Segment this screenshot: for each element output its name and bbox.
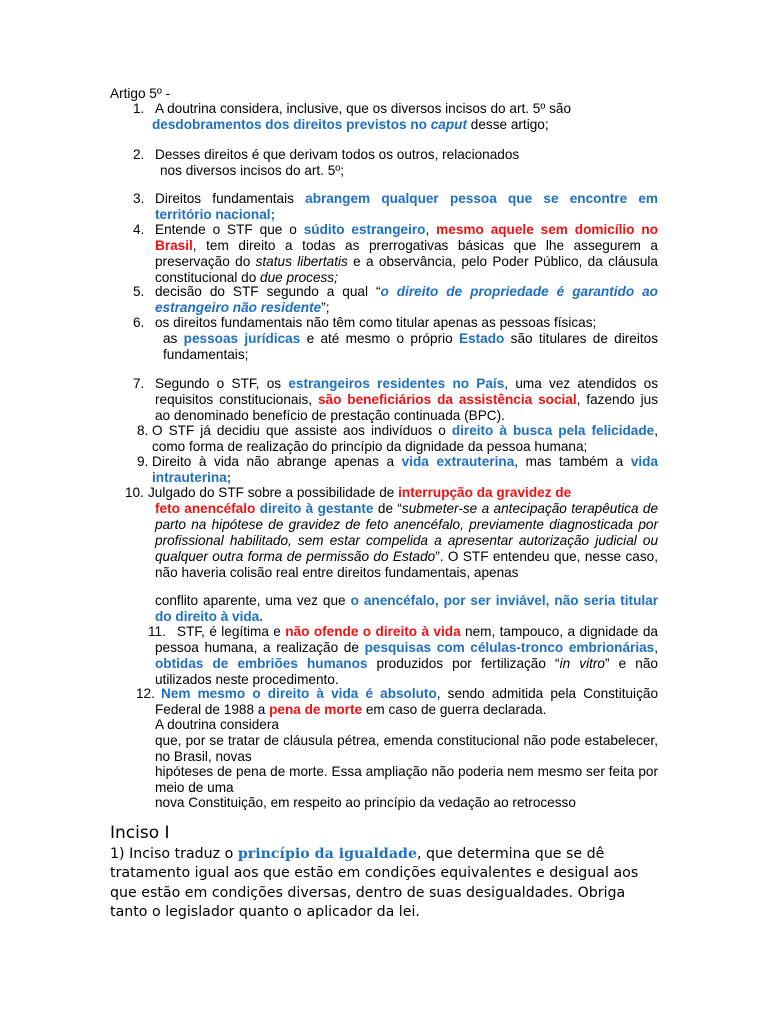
item-number: 7. (133, 376, 145, 391)
item-number: 6. (133, 315, 145, 330)
item-number: 3. (133, 191, 145, 206)
list-item-10-cont2: conflito aparente, uma vez que o anencéfalo, por ser inviável, não seria titular do direito à vida. (155, 593, 658, 624)
highlight-term: princípio da igualdade (237, 846, 417, 862)
list-item-1: A doutrina considera, inclusive, que os diversos incisos do art. 5º são (155, 101, 572, 116)
item-number: 1. (133, 101, 145, 116)
list-item-3: Direitos fundamentais abrangem qualquer pessoa que se encontre em território nacional; (155, 191, 658, 222)
item-number: 11. (148, 624, 166, 639)
list-item-12-cont1: A doutrina considera (155, 717, 279, 732)
item-number: 5. (133, 284, 145, 299)
item-number: 2. (133, 147, 145, 162)
list-item-10-cont: feto anencéfalo direito à gestante de “submeter-se a antecipação terapêutica de parto na hipótese de gravidez de feto anencéfalo, previamente diagnosticada por profissional habilitado, sem estar compelida a apresentar autorização judicial ou qualquer outra forma de permissão do Estado”. O STF entendeu que, nesse caso, não haveria colisão real entre direitos fundamentais, apenas (155, 501, 659, 580)
list-item-7: Segundo o STF, os estrangeiros residentes no País, uma vez atendidos os requisitos constitucionais, são beneficiários da assistência social, fazendo jus ao denominado benefício de prestação continuada (BPC). (155, 376, 659, 423)
item-number: 10. (125, 485, 144, 500)
list-item-10: Julgado do STF sobre a possibilidade de interrupção da gravidez de (148, 485, 572, 500)
list-item-2-cont: nos diversos incisos do art. 5º; (160, 163, 345, 178)
item-number: 9. (137, 454, 149, 469)
list-item-1-cont: desdobramentos dos direitos previstos no caput desse artigo; (152, 117, 549, 132)
list-item-12-cont3: hipóteses de pena de morte. Essa ampliação não poderia nem mesmo ser feita por meio de uma (155, 764, 658, 795)
list-item-9: Direito à vida não abrange apenas a vida extrauterina, mas também a vida intrauterina; (152, 454, 659, 485)
article-heading: Artigo 5º - (110, 86, 171, 101)
item-number: 8. (137, 423, 149, 438)
section-title: Inciso I (110, 823, 170, 843)
list-item-11: STF, é legítima e não ofende o direito à vida nem, tampouco, a dignidade da pessoa humana, a realização de pesquisas com células-tronco embrionárias, obtidas de embriões humanos produzidos por fertilização “in vitro” e não utilizados neste procedimento. (155, 624, 658, 687)
item-number: 4. (133, 222, 145, 237)
list-item-5: decisão do STF segundo a qual “o direito de propriedade é garantido ao estrangeiro não residente”; (155, 284, 658, 315)
section-paragraph: 1) Inciso traduz o princípio da igualdade, que determina que se dê tratamento igual aos que estão em condições equivalentes e desigual aos que estão em condições diversas, dentro de suas desigualdades. Obriga tanto o legislador quanto o aplicador da lei. (110, 846, 639, 920)
item-number: 12. (136, 686, 155, 701)
list-item-8: O STF já decidiu que assiste aos indivíduos o direito à busca pela felicidade, como forma de realização do princípio da dignidade da pessoa humana; (152, 423, 659, 454)
list-item-12: Nem mesmo o direito à vida é absoluto, sendo admitida pela Constituição Federal de 1988 a pena de morte em caso de guerra declarada. (155, 686, 658, 717)
list-item-12-cont2: que, por se tratar de cláusula pétrea, emenda constitucional não pode estabelecer, no Brasil, novas (155, 733, 658, 764)
list-item-2: Desses direitos é que derivam todos os outros, relacionados (155, 147, 520, 162)
list-item-6-cont: as pessoas jurídicas e até mesmo o próprio Estado são titulares de direitos fundamentais; (163, 331, 659, 362)
list-item-6: os direitos fundamentais não têm como titular apenas as pessoas físicas; (155, 315, 597, 330)
list-item-4: Entende o STF que o súdito estrangeiro, mesmo aquele sem domicílio no Brasil, tem direito a todas as prerrogativas básicas que lhe assegurem a preservação do status libertatis e a observância, pelo Poder Público, da cláusula constitucional do due process; (155, 222, 658, 285)
list-item-12-cont4: nova Constituição, em respeito ao princípio da vedação ao retrocesso (155, 795, 576, 810)
